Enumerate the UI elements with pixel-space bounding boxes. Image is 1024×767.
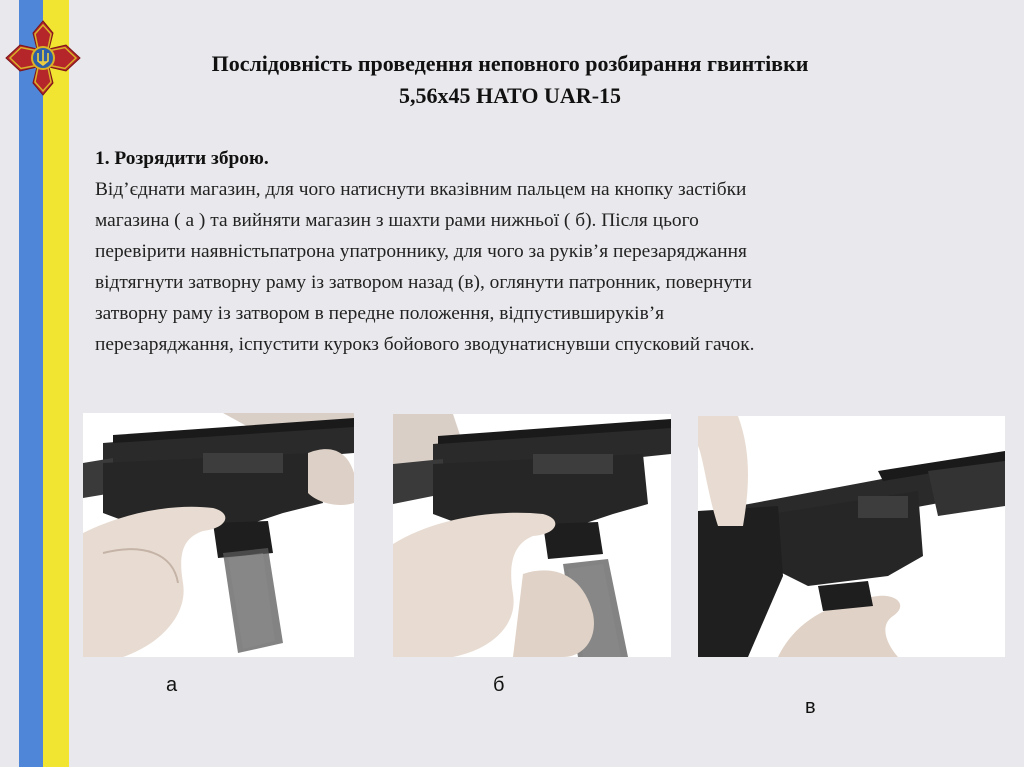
title-line-2: 5,56х45 НАТО UAR-15 xyxy=(398,83,622,108)
slide-title xyxy=(110,48,910,112)
yellow-stripe xyxy=(43,0,69,767)
step-heading: 1. Розрядити зброю. xyxy=(95,148,269,169)
caption-b: б xyxy=(493,674,505,696)
caption-a: а xyxy=(166,674,178,696)
photo-magazine-release xyxy=(83,413,354,657)
photo-magazine-removal xyxy=(393,414,671,657)
instruction-line: магазина ( а ) та вийняти магазин з шахти рами нижньої ( б). Після цього xyxy=(95,210,699,231)
instruction-line: відтягнути затворну раму із затвором назад (в), оглянути патронник, повернути xyxy=(95,272,752,293)
instruction-line: перевірити наявністьпатрона упатроннику, для чого за руків’я перезаряджання xyxy=(95,241,747,262)
armed-forces-emblem-icon xyxy=(4,19,82,97)
caption-c: в xyxy=(805,696,816,718)
instruction-line: Від’єднати магазин, для чого натиснути вказівним пальцем на кнопку застібки xyxy=(95,179,747,200)
photo-charging-handle xyxy=(698,416,1005,657)
instruction-line: перезаряджання, іспустити курокз бойового зводунатиснувши спусковий гачок. xyxy=(95,334,755,355)
instruction-line: затворну раму із затвором в передне положення, відпустившируків’я xyxy=(95,303,665,324)
instructions-text xyxy=(95,143,995,360)
blue-stripe xyxy=(19,0,43,767)
title-line-1: Послідовність проведення неповного розбирання гвинтівки xyxy=(211,51,809,76)
